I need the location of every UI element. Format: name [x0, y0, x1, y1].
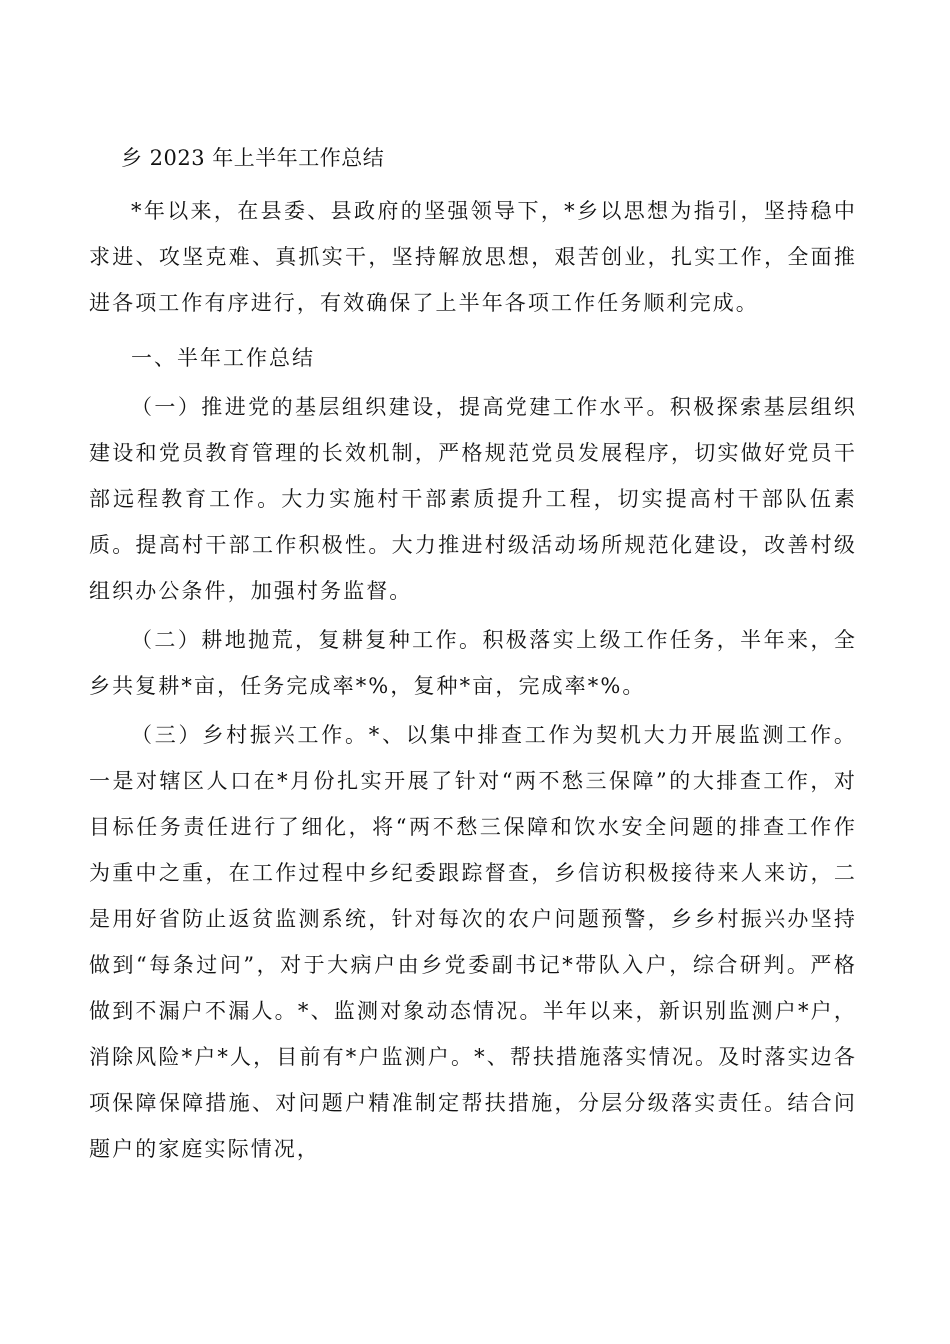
paragraph-farmland: （二）耕地抛荒，复耕复种工作。积极落实上级工作任务，半年来，全乡共复耕*亩，任务完成率*%，复种*亩，完成率*%。 [89, 628, 857, 698]
document-page [89, 138, 857, 1175]
section-heading: 一、半年工作总结 [131, 346, 315, 370]
paragraph-rural-revitalization: （三）乡村振兴工作。*、以集中排查工作为契机大力开展监测工作。一是对辖区人口在*月份扎实开展了针对“两不愁三保障”的大排查工作，对目标任务责任进行了细化，将“两不愁三保障和饮水安全问题的排查工作作为重中之重，在工作过程中乡纪委跟踪督查，乡信访积极接待来人来访，二是用好省防止返贫监测系统，针对每次的农户问题预警，乡乡村振兴办坚持做到“每条过问”，对于大病户由乡党委副书记*带队入户，综合研判。严格做到不漏户不漏人。*、监测对象动态情况。半年以来，新识别监测户*户，消除风险*户*人，目前有*户监测户。*、帮扶措施落实情况。及时落实边各项保障保障措施、对问题户精准制定帮扶措施，分层分级落实责任。结合问题户的家庭实际情况， [89, 723, 857, 1161]
intro-paragraph: *年以来，在县委、县政府的坚强领导下，*乡以思想为指引，坚持稳中求进、攻坚克难、真抓实干，坚持解放思想，艰苦创业，扎实工作，全面推进各项工作有序进行，有效确保了上半年各项工作任务顺利完成。 [89, 199, 857, 315]
document-title: 乡 2023 年上半年工作总结 [121, 146, 385, 170]
paragraph-party-building: （一）推进党的基层组织建设，提高党建工作水平。积极探索基层组织建设和党员教育管理的长效机制，严格规范党员发展程序，切实做好党员干部远程教育工作。大力实施村干部素质提升工程，切实提高村干部队伍素质。提高村干部工作积极性。大力推进村级活动场所规范化建设，改善村级组织办公条件，加强村务监督。 [89, 395, 857, 603]
